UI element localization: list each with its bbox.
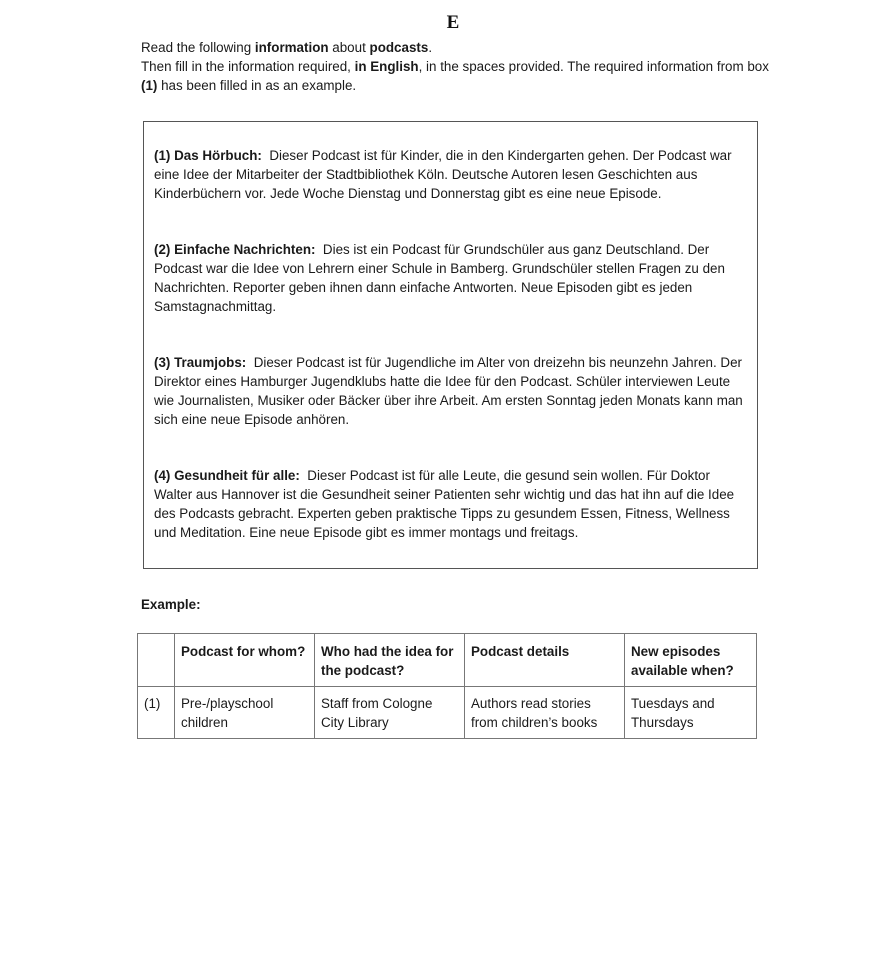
podcast-paragraph-2 xyxy=(154,240,748,316)
section-letter: E xyxy=(446,12,460,33)
podcast-text: Dieser Podcast ist für alle Leute, die gesund sein wollen. Für Doktor Walter aus Hannover ist die Gesundheit seiner Patienten sehr wichtig und das hat ihn auf die Idee des Podcasts gebracht. Experten geben praktische Tipps zu gesundem Essen, Fitness, Wellness und Meditation. Eine neue Episode gibt es immer montags und freitags. xyxy=(154,468,735,540)
example-table xyxy=(137,633,757,739)
table-cell: Staff from Cologne City Library xyxy=(315,687,465,739)
podcast-heading: (3) Traumjobs: xyxy=(154,355,247,370)
instruction-line-2 xyxy=(141,57,781,95)
instruction-line-1 xyxy=(141,38,781,57)
instruction-bold: (1) xyxy=(141,78,158,93)
table-header-cell xyxy=(138,634,175,687)
instruction-text: . xyxy=(428,40,433,55)
podcast-text: Dies ist ein Podcast für Grundschüler aus ganz Deutschland. Der Podcast war die Idee von Lehrern einer Schule in Bamberg. Grundschüler stellen Fragen zu den Nachrichten. Reporter geben ihnen dann einfache Antworten. Neue Episoden gibt es jeden Samstagnachmittag. xyxy=(154,242,725,314)
instructions xyxy=(141,38,781,95)
table-cell: Authors read stories from children’s books xyxy=(465,687,625,739)
example-label: Example: xyxy=(141,597,201,612)
instruction-text: Read the following xyxy=(141,40,255,55)
podcast-heading: (2) Einfache Nachrichten: xyxy=(154,242,316,257)
podcast-text: Dieser Podcast ist für Kinder, die in den Kindergarten gehen. Der Podcast war eine Idee der Mitarbeiter der Stadtbibliothek Köln. Deutsche Autoren lesen Geschichten aus Kinderbüchern vor. Jede Woche Dienstag und Donnerstag gibt es eine neue Episode. xyxy=(154,148,732,201)
table-header-cell: Who had the idea for the podcast? xyxy=(315,634,465,687)
podcast-paragraph-4 xyxy=(154,466,748,542)
podcast-text: Dieser Podcast ist für Jugendliche im Alter von dreizehn bis neunzehn Jahren. Der Direktor eines Hamburger Jugendklubs hatte die Idee für den Podcast. Schüler interviewen Leute wie Journalisten, Musiker oder Bäcker über ihre Arbeit. Am ersten Sonntag jeden Monats kann man sich eine neue Episode anhören. xyxy=(154,355,743,427)
instruction-text: Then fill in the information required, xyxy=(141,59,355,74)
podcast-heading: (4) Gesundheit für alle: xyxy=(154,468,300,483)
table-header-row xyxy=(138,634,757,687)
table-row xyxy=(138,687,757,739)
table-cell: Tuesdays and Thursdays xyxy=(625,687,757,739)
table-header-cell: Podcast details xyxy=(465,634,625,687)
instruction-bold: in English xyxy=(354,59,419,74)
instruction-text: about xyxy=(328,40,370,55)
podcast-paragraph-1 xyxy=(154,146,748,203)
instruction-text: , in the spaces provided. The required information from box xyxy=(418,59,769,74)
table-cell: (1) xyxy=(138,687,175,739)
table-cell: Pre-/playschool children xyxy=(175,687,315,739)
podcast-heading: (1) Das Hörbuch: xyxy=(154,148,262,163)
table-header-cell: Podcast for whom? xyxy=(175,634,315,687)
instruction-bold: podcasts xyxy=(369,40,429,55)
table-header-cell: New episodes available when? xyxy=(625,634,757,687)
instruction-bold: information xyxy=(254,40,329,55)
podcast-paragraph-3 xyxy=(154,353,748,429)
podcast-info-box xyxy=(143,121,758,569)
instruction-text: has been filled in as an example. xyxy=(157,78,357,93)
